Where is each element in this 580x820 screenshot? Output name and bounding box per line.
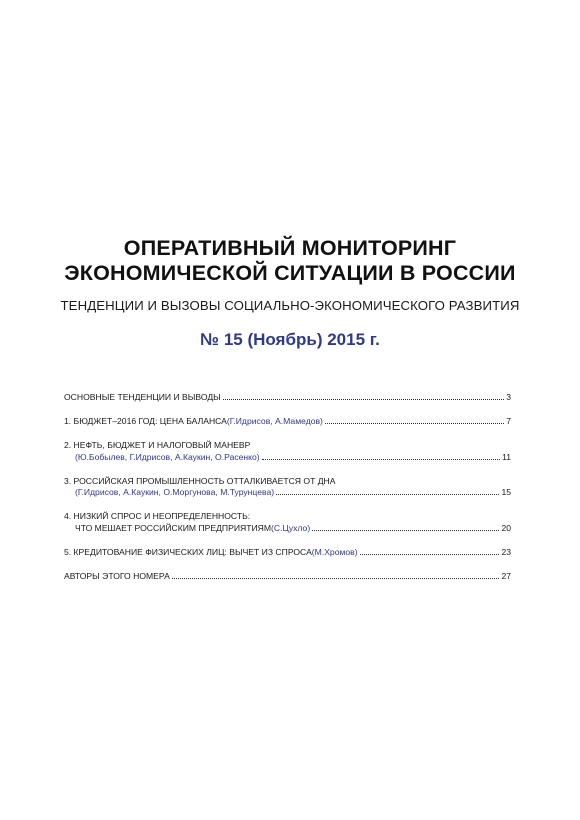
toc-page-number: 11 [502, 451, 511, 462]
report-subtitle: ТЕНДЕНЦИИ И ВЫЗОВЫ СОЦИАЛЬНО-ЭКОНОМИЧЕСКОГО РАЗВИТИЯ [60, 298, 520, 313]
toc-entry-oil-budget-tax[interactable] [64, 440, 511, 463]
toc-leader-dots [262, 459, 500, 460]
report-title-line-1: ОПЕРАТИВНЫЙ МОНИТОРИНГ [123, 236, 457, 260]
issue-number: № 15 (Ноябрь) 2015 г. [200, 330, 380, 349]
toc-entry-title: 1. БЮДЖЕТ–2016 ГОД: ЦЕНА БАЛАНСА [64, 416, 227, 426]
toc-entry-budget-2016[interactable] [64, 416, 511, 428]
toc-entry-authors: (С.Цухло) [271, 522, 311, 533]
toc-leader-dots [325, 423, 504, 424]
toc-entry-authors: (Г.Идрисов, А.Мамедов) [226, 416, 323, 426]
toc-entry-consumer-lending[interactable] [64, 547, 511, 559]
toc-page-number: 23 [501, 546, 511, 557]
toc-page-number: 3 [506, 392, 511, 402]
toc-entry-main-trends[interactable] [64, 392, 511, 404]
toc-entry-authors: (Ю.Бобылев, Г.Идрисов, А.Каукин, О.Расенко) [75, 451, 260, 462]
toc-entry-title: 3. РОССИЙСКАЯ ПРОМЫШЛЕННОСТЬ ОТТАЛКИВАЕТСЯ ОТ ДНА [64, 475, 336, 486]
toc-page-number: 27 [501, 570, 511, 581]
toc-entry-title: АВТОРЫ ЭТОГО НОМЕРА [64, 570, 170, 581]
toc-page-number: 15 [501, 487, 511, 497]
toc-entry-authors-of-issue[interactable] [64, 571, 511, 583]
toc-leader-dots [223, 399, 504, 400]
toc-page-number: 7 [506, 416, 511, 426]
toc-leader-dots [312, 530, 499, 531]
toc-entry-title-continued: ЧТО МЕШАЕТ РОССИЙСКИМ ПРЕДПРИЯТИЯМ [75, 522, 272, 533]
toc-entry-title: 5. КРЕДИТОВАНИЕ ФИЗИЧЕСКИХ ЛИЦ: ВЫЧЕТ ИЗ СПРОСА [64, 546, 312, 557]
toc-entry-title: ОСНОВНЫЕ ТЕНДЕНЦИИ И ВЫВОДЫ [64, 392, 221, 402]
toc-entry-authors: (М.Хромов) [311, 546, 358, 557]
toc-entry-authors: (Г.Идрисов, А.Каукин, О.Моргунова, М.Турунцева) [75, 487, 275, 497]
toc-leader-dots [276, 494, 499, 495]
toc-entry-russian-industry[interactable] [64, 476, 511, 499]
toc-entry-title: 4. НИЗКИЙ СПРОС И НЕОПРЕДЕЛЕННОСТЬ: [64, 511, 251, 521]
title-block [0, 236, 580, 350]
report-title [0, 236, 580, 285]
toc-leader-dots [360, 554, 500, 555]
toc-entry-low-demand[interactable] [64, 511, 511, 534]
toc-entry-title: 2. НЕФТЬ, БЮДЖЕТ И НАЛОГОВЫЙ МАНЕВР [64, 440, 251, 450]
toc-leader-dots [172, 578, 500, 579]
report-title-line-2: ЭКОНОМИЧЕСКОЙ СИТУАЦИИ В РОССИИ [64, 260, 516, 285]
table-of-contents [64, 392, 511, 595]
toc-page-number: 20 [501, 522, 511, 533]
